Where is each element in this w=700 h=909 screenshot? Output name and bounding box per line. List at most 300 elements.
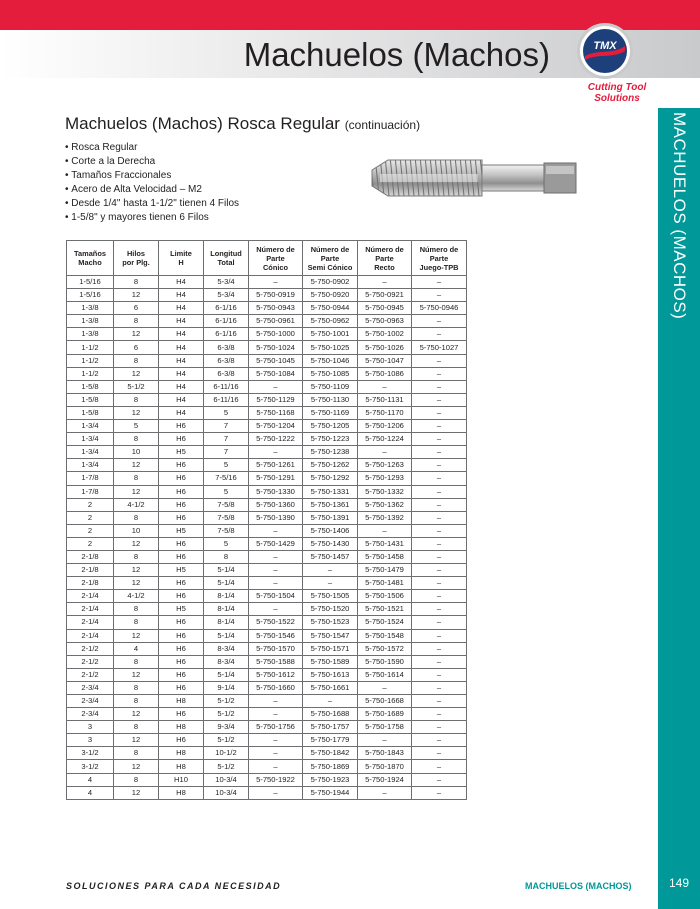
- table-cell: 2: [67, 498, 114, 511]
- table-row: [67, 354, 467, 367]
- table-cell: 5: [204, 537, 249, 550]
- table-row: [67, 341, 467, 354]
- table-cell: 5-750-1547: [303, 629, 358, 642]
- table-cell: 8: [114, 681, 159, 694]
- table-cell: 3: [67, 721, 114, 734]
- page-title: Machuelos (Machos): [243, 36, 550, 73]
- table-cell: 10-3/4: [204, 786, 249, 799]
- table-cell: 2: [67, 524, 114, 537]
- table-cell: 5-750-0944: [303, 302, 358, 315]
- table-cell: 5-1/2: [114, 380, 159, 393]
- table-cell: –: [412, 668, 467, 681]
- table-row: [67, 446, 467, 459]
- table-cell: 5-750-1332: [358, 485, 412, 498]
- section-subtitle: (continuación): [344, 118, 421, 132]
- table-cell: 3-1/2: [67, 760, 114, 773]
- table-cell: 2-1/8: [67, 577, 114, 590]
- table-cell: 8-1/4: [204, 616, 249, 629]
- table-cell: H6: [159, 734, 204, 747]
- table-cell: –: [412, 577, 467, 590]
- column-header: Número de Parte Semi Cónico: [303, 241, 358, 276]
- table-cell: H6: [159, 590, 204, 603]
- table-cell: –: [412, 289, 467, 302]
- table-cell: 5-750-0963: [358, 315, 412, 328]
- table-cell: –: [249, 603, 303, 616]
- table-cell: H6: [159, 537, 204, 550]
- table-cell: 5-750-1222: [249, 433, 303, 446]
- table-cell: 5-750-1086: [358, 367, 412, 380]
- table-row: [67, 734, 467, 747]
- table-cell: 5-750-1870: [358, 760, 412, 773]
- table-cell: 10: [114, 446, 159, 459]
- table-cell: 5: [114, 420, 159, 433]
- table-cell: 5-750-1661: [303, 681, 358, 694]
- table-cell: 2: [67, 511, 114, 524]
- table-cell: H5: [159, 524, 204, 537]
- table-cell: 5-750-1292: [303, 472, 358, 485]
- table-cell: 5-1/2: [204, 695, 249, 708]
- table-row: [67, 655, 467, 668]
- tmx-logo: [576, 22, 634, 80]
- table-cell: H6: [159, 668, 204, 681]
- table-cell: 5-750-1668: [358, 695, 412, 708]
- table-cell: 4-1/2: [114, 498, 159, 511]
- table-row: [67, 681, 467, 694]
- table-cell: 6-3/8: [204, 341, 249, 354]
- table-row: [67, 485, 467, 498]
- table-cell: 5-750-1261: [249, 459, 303, 472]
- table-cell: 8: [114, 773, 159, 786]
- table-cell: 5-750-1047: [358, 354, 412, 367]
- table-cell: –: [358, 276, 412, 289]
- table-row: [67, 459, 467, 472]
- table-row: [67, 328, 467, 341]
- table-row: [67, 276, 467, 289]
- table-cell: 5-750-0962: [303, 315, 358, 328]
- table-cell: 5-750-1430: [303, 537, 358, 550]
- table-row: [67, 524, 467, 537]
- table-cell: 5-750-1758: [358, 721, 412, 734]
- table-cell: 5: [204, 459, 249, 472]
- table-cell: 5-750-1223: [303, 433, 358, 446]
- table-cell: 5-750-0943: [249, 302, 303, 315]
- table-cell: 8: [114, 616, 159, 629]
- table-cell: 1-5/8: [67, 393, 114, 406]
- table-cell: 7-5/8: [204, 498, 249, 511]
- table-cell: 1-1/2: [67, 341, 114, 354]
- table-cell: 8: [204, 550, 249, 563]
- table-row: [67, 642, 467, 655]
- table-row: [67, 668, 467, 681]
- table-cell: 5-750-1084: [249, 367, 303, 380]
- table-cell: 5-750-1361: [303, 498, 358, 511]
- table-cell: 5-750-1481: [358, 577, 412, 590]
- table-cell: 5-750-1002: [358, 328, 412, 341]
- table-cell: –: [412, 406, 467, 419]
- table-cell: H5: [159, 603, 204, 616]
- tagline: [562, 82, 672, 104]
- table-cell: H6: [159, 708, 204, 721]
- table-row: [67, 708, 467, 721]
- column-header: Número de Parte Recto: [358, 241, 412, 276]
- table-cell: 8: [114, 315, 159, 328]
- table-cell: H8: [159, 721, 204, 734]
- table-cell: –: [249, 577, 303, 590]
- table-row: [67, 380, 467, 393]
- table-cell: 2-1/2: [67, 642, 114, 655]
- table-cell: 5-750-1688: [303, 708, 358, 721]
- table-cell: 5-750-0919: [249, 289, 303, 302]
- table-cell: 5-750-1458: [358, 550, 412, 563]
- table-cell: –: [249, 760, 303, 773]
- table-row: [67, 590, 467, 603]
- table-row: [67, 786, 467, 799]
- table-cell: 5-750-0945: [358, 302, 412, 315]
- table-cell: 5-750-1224: [358, 433, 412, 446]
- feature-item: • Tamaños Fraccionales: [65, 169, 239, 183]
- table-row: [67, 721, 467, 734]
- feature-item: • 1-5/8" y mayores tienen 6 Filos: [65, 211, 239, 225]
- table-cell: H8: [159, 747, 204, 760]
- table-row: [67, 302, 467, 315]
- table-row: [67, 695, 467, 708]
- table-row: [67, 564, 467, 577]
- table-cell: 5-750-0946: [412, 302, 467, 315]
- table-cell: 9-1/4: [204, 681, 249, 694]
- table-cell: 8: [114, 354, 159, 367]
- table-cell: –: [249, 747, 303, 760]
- table-cell: 5-750-1869: [303, 760, 358, 773]
- table-row: [67, 773, 467, 786]
- table-cell: 5-750-0961: [249, 315, 303, 328]
- table-cell: 10-3/4: [204, 773, 249, 786]
- table-cell: 5-750-1479: [358, 564, 412, 577]
- table-cell: 5-1/2: [204, 734, 249, 747]
- table-cell: 5-750-1842: [303, 747, 358, 760]
- feature-item: • Corte a la Derecha: [65, 155, 239, 169]
- section-title: [65, 114, 420, 134]
- table-cell: H6: [159, 577, 204, 590]
- table-cell: 2-1/4: [67, 603, 114, 616]
- table-cell: 7-5/8: [204, 511, 249, 524]
- table-cell: 8-1/4: [204, 603, 249, 616]
- footer-slogan: SOLUCIONES PARA CADA NECESIDAD: [66, 881, 282, 891]
- table-cell: 12: [114, 760, 159, 773]
- table-cell: 5-750-1392: [358, 511, 412, 524]
- table-cell: –: [412, 328, 467, 341]
- table-cell: 5-750-1024: [249, 341, 303, 354]
- table-cell: 6: [114, 341, 159, 354]
- table-cell: –: [249, 564, 303, 577]
- table-cell: 5-750-1000: [249, 328, 303, 341]
- table-cell: 5-750-1330: [249, 485, 303, 498]
- table-cell: 5-750-1204: [249, 420, 303, 433]
- table-cell: –: [412, 380, 467, 393]
- table-cell: H6: [159, 616, 204, 629]
- table-cell: 4: [67, 773, 114, 786]
- table-row: [67, 511, 467, 524]
- table-cell: 5-750-1131: [358, 393, 412, 406]
- table-row: [67, 629, 467, 642]
- table-cell: 1-3/8: [67, 315, 114, 328]
- table-cell: H10: [159, 773, 204, 786]
- table-cell: –: [412, 498, 467, 511]
- table-cell: 5-750-1026: [358, 341, 412, 354]
- table-cell: H8: [159, 695, 204, 708]
- table-cell: –: [249, 276, 303, 289]
- table-cell: 5-750-1331: [303, 485, 358, 498]
- table-cell: H4: [159, 276, 204, 289]
- table-cell: 12: [114, 328, 159, 341]
- column-header: Número de Parte Cónico: [249, 241, 303, 276]
- table-cell: 5-750-1612: [249, 668, 303, 681]
- table-cell: 5-750-1570: [249, 642, 303, 655]
- table-cell: –: [412, 420, 467, 433]
- table-cell: –: [358, 524, 412, 537]
- table-cell: –: [412, 433, 467, 446]
- table-cell: H6: [159, 642, 204, 655]
- table-cell: –: [412, 550, 467, 563]
- table-cell: 8: [114, 511, 159, 524]
- table-row: [67, 472, 467, 485]
- table-body: [67, 276, 467, 800]
- table-cell: 2: [67, 537, 114, 550]
- table-cell: 10-1/2: [204, 747, 249, 760]
- table-cell: 5-750-1431: [358, 537, 412, 550]
- column-header: Longitud Total: [204, 241, 249, 276]
- table-cell: 5-750-1293: [358, 472, 412, 485]
- table-cell: 6-11/16: [204, 393, 249, 406]
- table-cell: 5-750-0902: [303, 276, 358, 289]
- table-cell: 5-750-1520: [303, 603, 358, 616]
- table-cell: 1-3/4: [67, 433, 114, 446]
- table-cell: 5-750-1391: [303, 511, 358, 524]
- table-cell: H6: [159, 681, 204, 694]
- table-cell: –: [412, 367, 467, 380]
- table-cell: –: [412, 354, 467, 367]
- table-cell: 12: [114, 289, 159, 302]
- table-cell: 5-750-1924: [358, 773, 412, 786]
- table-cell: 5-3/4: [204, 276, 249, 289]
- table-cell: –: [358, 786, 412, 799]
- table-cell: H6: [159, 433, 204, 446]
- table-cell: 5-750-1045: [249, 354, 303, 367]
- table-cell: 5-750-1614: [358, 668, 412, 681]
- table-cell: 5-1/2: [204, 760, 249, 773]
- table-cell: 4-1/2: [114, 590, 159, 603]
- table-row: [67, 367, 467, 380]
- table-cell: 5-750-1843: [358, 747, 412, 760]
- table-cell: H6: [159, 629, 204, 642]
- table-cell: 1-3/4: [67, 446, 114, 459]
- table-cell: 5-750-1546: [249, 629, 303, 642]
- table-cell: –: [412, 721, 467, 734]
- tagline-line-2: Solutions: [594, 93, 640, 104]
- table-cell: 6-1/16: [204, 302, 249, 315]
- feature-item: • Desde 1/4" hasta 1-1/2" tienen 4 Filos: [65, 197, 239, 211]
- table-cell: 5-750-1291: [249, 472, 303, 485]
- table-cell: 5-1/2: [204, 708, 249, 721]
- table-cell: –: [358, 681, 412, 694]
- table-cell: 5-750-1548: [358, 629, 412, 642]
- table-cell: 5-1/4: [204, 629, 249, 642]
- table-cell: –: [358, 734, 412, 747]
- table-cell: 12: [114, 485, 159, 498]
- table-cell: 5-750-1660: [249, 681, 303, 694]
- table-cell: 4: [114, 642, 159, 655]
- table-cell: –: [412, 681, 467, 694]
- table-cell: H6: [159, 420, 204, 433]
- table-row: [67, 603, 467, 616]
- table-cell: 5-750-1360: [249, 498, 303, 511]
- table-cell: –: [412, 459, 467, 472]
- table-cell: 12: [114, 708, 159, 721]
- table-cell: 1-1/2: [67, 354, 114, 367]
- table-cell: H6: [159, 550, 204, 563]
- table-cell: –: [412, 786, 467, 799]
- column-header: Número de Parte Juego-TPB: [412, 241, 467, 276]
- logo-text: TMX: [593, 40, 617, 52]
- table-cell: 5-750-1262: [303, 459, 358, 472]
- table-cell: 8: [114, 721, 159, 734]
- table-cell: 2-1/4: [67, 590, 114, 603]
- tap-tool-image: [370, 156, 580, 202]
- column-header: Limite H: [159, 241, 204, 276]
- table-cell: –: [412, 472, 467, 485]
- table-cell: 6-11/16: [204, 380, 249, 393]
- table-row: [67, 315, 467, 328]
- table-cell: H5: [159, 446, 204, 459]
- table-cell: H6: [159, 655, 204, 668]
- table-cell: –: [303, 577, 358, 590]
- table-cell: 5-750-1130: [303, 393, 358, 406]
- table-cell: 6-1/16: [204, 328, 249, 341]
- table-cell: –: [412, 524, 467, 537]
- table-cell: 5-750-1506: [358, 590, 412, 603]
- table-cell: 12: [114, 406, 159, 419]
- table-cell: H6: [159, 472, 204, 485]
- table-cell: 5-750-1027: [412, 341, 467, 354]
- table-cell: –: [412, 446, 467, 459]
- table-cell: 5-750-1170: [358, 406, 412, 419]
- table-cell: 7-5/16: [204, 472, 249, 485]
- table-cell: 2-1/2: [67, 655, 114, 668]
- table-cell: 5-750-1779: [303, 734, 358, 747]
- table-cell: 12: [114, 577, 159, 590]
- table-cell: H4: [159, 315, 204, 328]
- table-cell: –: [412, 773, 467, 786]
- table-cell: –: [303, 695, 358, 708]
- table-cell: 8: [114, 747, 159, 760]
- part-number-table: [66, 240, 467, 800]
- table-cell: –: [412, 695, 467, 708]
- table-cell: 1-7/8: [67, 485, 114, 498]
- table-cell: 1-3/8: [67, 328, 114, 341]
- table-cell: 5-750-1521: [358, 603, 412, 616]
- table-cell: 5-750-1571: [303, 642, 358, 655]
- table-cell: 5-750-1757: [303, 721, 358, 734]
- table-cell: 6: [114, 302, 159, 315]
- table-cell: –: [412, 760, 467, 773]
- table-cell: 2-3/4: [67, 708, 114, 721]
- table-cell: 2-3/4: [67, 695, 114, 708]
- feature-item: • Rosca Regular: [65, 141, 239, 155]
- table-cell: 8: [114, 695, 159, 708]
- table-cell: 1-3/4: [67, 459, 114, 472]
- table-cell: H4: [159, 406, 204, 419]
- table-cell: 1-7/8: [67, 472, 114, 485]
- table-cell: 8-1/4: [204, 590, 249, 603]
- table-row: [67, 577, 467, 590]
- table-cell: 5-750-1923: [303, 773, 358, 786]
- table-cell: H4: [159, 393, 204, 406]
- table-cell: 7-5/8: [204, 524, 249, 537]
- table-cell: –: [412, 655, 467, 668]
- table-cell: 3: [67, 734, 114, 747]
- table-row: [67, 498, 467, 511]
- table-cell: 1-5/8: [67, 406, 114, 419]
- table-cell: 7: [204, 446, 249, 459]
- table-cell: H4: [159, 341, 204, 354]
- table-cell: 2-3/4: [67, 681, 114, 694]
- table-cell: 7: [204, 420, 249, 433]
- table-cell: 5-750-1524: [358, 616, 412, 629]
- section-title-text: Machuelos (Machos) Rosca Regular: [65, 114, 340, 133]
- table-cell: 8: [114, 655, 159, 668]
- table-cell: H8: [159, 786, 204, 799]
- table-cell: –: [412, 485, 467, 498]
- table-cell: 1-5/8: [67, 380, 114, 393]
- table-cell: –: [249, 734, 303, 747]
- table-cell: 8: [114, 550, 159, 563]
- table-cell: 12: [114, 367, 159, 380]
- table-cell: 8: [114, 472, 159, 485]
- table-cell: 4: [67, 786, 114, 799]
- table-cell: 5-3/4: [204, 289, 249, 302]
- table-cell: 5-1/4: [204, 577, 249, 590]
- table-cell: H4: [159, 328, 204, 341]
- table-cell: H8: [159, 760, 204, 773]
- table-cell: 5-750-1944: [303, 786, 358, 799]
- table-cell: H4: [159, 380, 204, 393]
- table-cell: 5-750-1168: [249, 406, 303, 419]
- table-header-row: [67, 241, 467, 276]
- table-cell: –: [249, 446, 303, 459]
- table-cell: 5-1/4: [204, 668, 249, 681]
- table-cell: –: [412, 603, 467, 616]
- table-cell: H6: [159, 485, 204, 498]
- table-cell: –: [249, 708, 303, 721]
- table-cell: 5-750-1046: [303, 354, 358, 367]
- table-cell: 5-750-1613: [303, 668, 358, 681]
- table-cell: H4: [159, 302, 204, 315]
- table-cell: 5-750-1263: [358, 459, 412, 472]
- table-cell: –: [412, 590, 467, 603]
- table-cell: 12: [114, 537, 159, 550]
- table-cell: 3-1/2: [67, 747, 114, 760]
- table-cell: 6-1/16: [204, 315, 249, 328]
- table-row: [67, 289, 467, 302]
- table-cell: 1-5/16: [67, 289, 114, 302]
- table-cell: H6: [159, 511, 204, 524]
- table-cell: H6: [159, 459, 204, 472]
- table-cell: –: [412, 564, 467, 577]
- table-cell: 6-3/8: [204, 367, 249, 380]
- table-cell: 12: [114, 668, 159, 681]
- table-cell: –: [412, 734, 467, 747]
- table-cell: –: [412, 315, 467, 328]
- page-number: 149: [668, 876, 690, 890]
